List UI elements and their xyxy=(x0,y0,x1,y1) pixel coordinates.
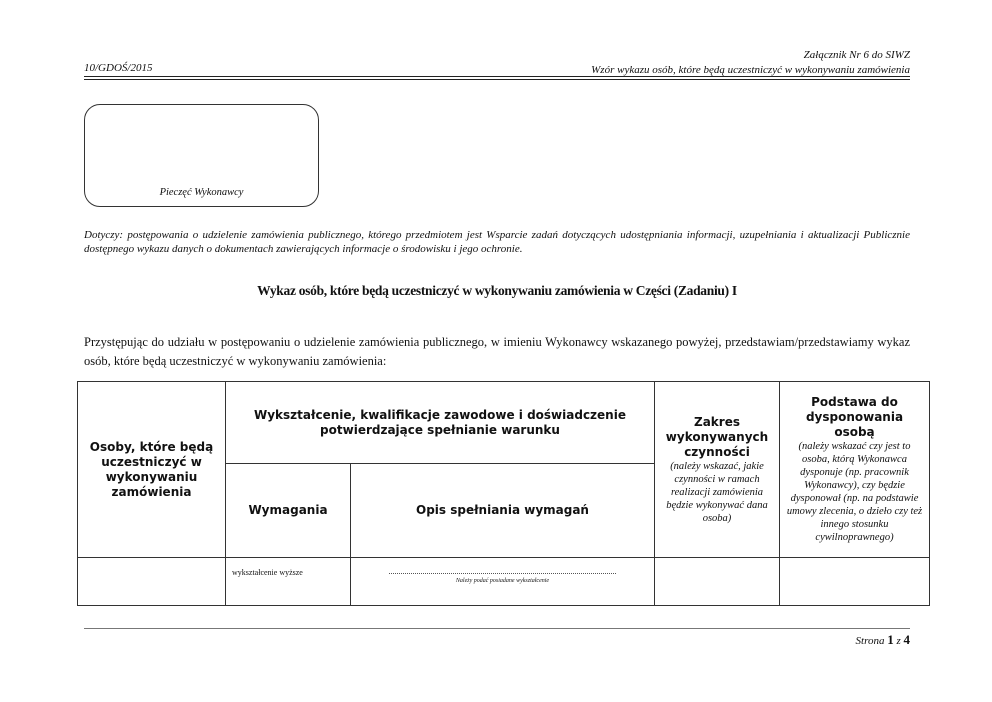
cell-scope[interactable] xyxy=(655,558,780,606)
header-scope xyxy=(655,382,780,558)
cell-basis[interactable] xyxy=(780,558,930,606)
document-reference: 10/GDOŚ/2015 xyxy=(84,62,153,74)
header-rule xyxy=(84,76,910,77)
document-title: Wykaz osób, które będą uczestniczyć w wykonywaniu zamówienia w Części (Zadaniu) I xyxy=(257,283,737,298)
stamp-label: Pieczęć Wykonawcy xyxy=(159,187,244,198)
header-scope-label: Zakres wykonywanych czynności xyxy=(665,414,769,459)
page-current: 1 xyxy=(887,632,894,647)
cell-description[interactable] xyxy=(351,558,655,606)
page-number xyxy=(856,632,910,648)
fill-line xyxy=(389,572,616,574)
header-education: Wykształcenie, kwalifikacje zawodowe i doświadczenie potwierdzające spełnianie warunku xyxy=(226,382,655,464)
header-description: Opis spełniania wymagań xyxy=(351,464,655,558)
fill-hint: Należy podać posiadane wykształcenie xyxy=(455,578,550,584)
annex-header xyxy=(591,48,910,78)
header-basis-note: (należy wskazać czy jest to osoba, którą Wykonawca dysponuje (np. pracownik Wykonawcy), czy będzie dysponował (np. na podstawie umowy zlecenia, o dzieło czy też innego stosunku cywilnoprawnego) xyxy=(786,441,923,543)
page-total: 4 xyxy=(903,632,910,647)
footer-rule xyxy=(84,628,910,629)
intro-paragraph: Przystępując do udziału w postępowaniu o udzielenie zamówienia publicznego, w imieniu Wykonawcy wskazanego powyżej, przedstawiam/przedstawiamy wykaz osób, które będą uczestniczyć w wykonywaniu zamówienia: xyxy=(84,335,910,368)
contractor-stamp-box xyxy=(84,104,319,207)
cell-person[interactable] xyxy=(78,558,226,606)
header-requirements: Wymagania xyxy=(226,464,351,558)
page-separator: z xyxy=(896,635,901,647)
header-persons: Osoby, które będą uczestniczyć w wykonywaniu zamówienia xyxy=(78,382,226,558)
concerns-paragraph: Dotyczy: postępowania o udzielenie zamówienia publicznego, którego przedmiotem jest Wsparcie zadań dotyczących udostępniania informacji, uzupełniania i aktualizacji Publicznie dostępnego wykazu danych o dokumentach zawierających informacje o środowisku i jego ochronie. xyxy=(84,229,910,255)
cell-requirement: wykształcenie wyższe xyxy=(226,558,351,606)
header-scope-note: (należy wskazać, jakie czynności w ramach realizacji zamówienia będzie wykonywać dana osoba) xyxy=(666,460,768,524)
table-row xyxy=(78,558,930,606)
personnel-table xyxy=(77,381,930,606)
page-prefix: Strona xyxy=(855,635,885,647)
header-basis-label: Podstawa do dysponowania osobą xyxy=(805,395,904,439)
header-rule xyxy=(84,79,910,80)
annex-subtitle: Wzór wykazu osób, które będą uczestniczyć w wykonywaniu zamówienia xyxy=(591,64,910,76)
header-basis xyxy=(780,382,930,558)
annex-label: Załącznik Nr 6 do SIWZ xyxy=(803,49,910,61)
